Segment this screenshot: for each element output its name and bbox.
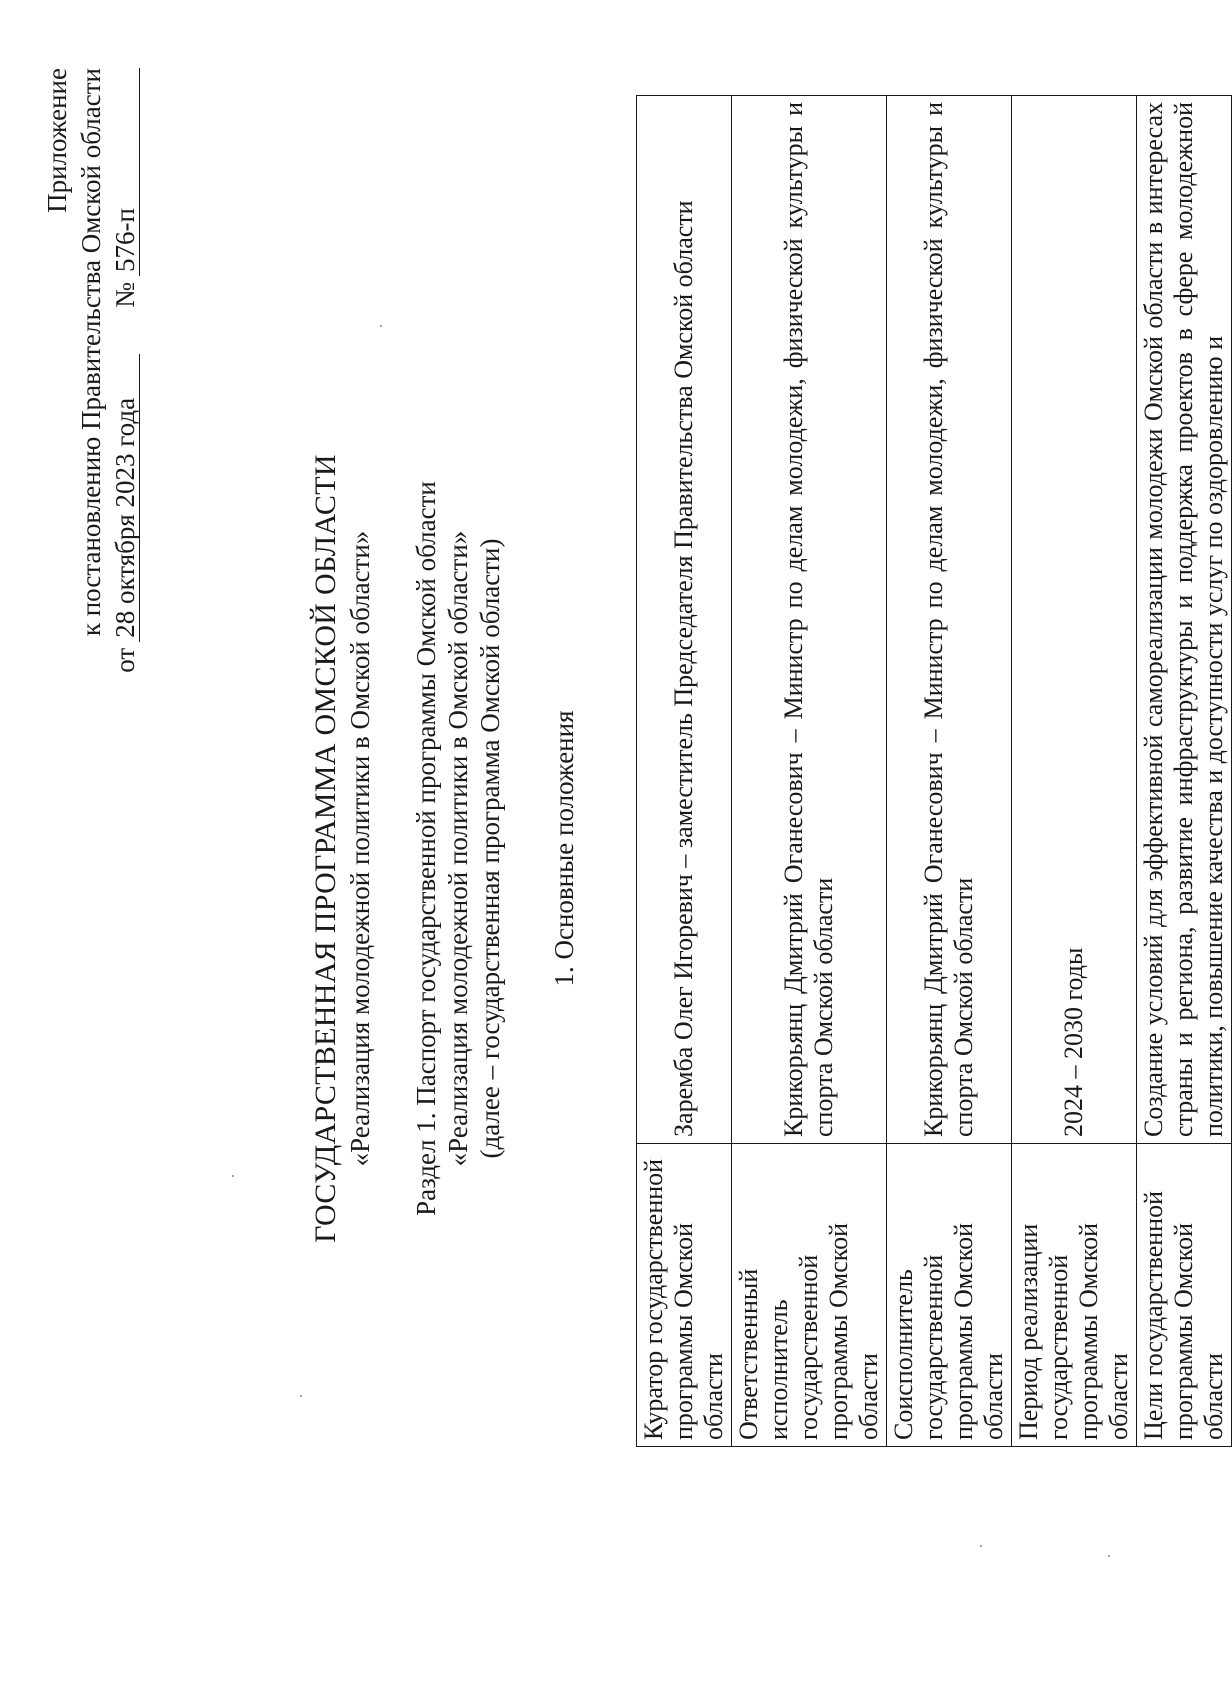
appendix-title: Приложение — [42, 68, 72, 213]
number-prefix: № — [110, 282, 140, 308]
program-title-block — [308, 0, 377, 1697]
table-row — [732, 96, 887, 1447]
scan-speck — [1108, 1555, 1110, 1557]
scan-speck — [380, 325, 382, 327]
subsection-number: 1. — [549, 966, 579, 987]
row-value: Крикорьянц Дмитрий Оганесович – Министр по делам молодежи, физической культуры и спорта Омской области — [887, 96, 1012, 1144]
row-label: Ответственный исполнитель государственной программы Омской области — [732, 1144, 887, 1447]
row-value: Создание условий для эффективной самореализации молодежи Омской области в интересах страны и региона, развитие инфраструктуры и поддержка проектов в сфере молодежной политики, повышение качества и доступности услуг по оздоровлению и — [1137, 96, 1232, 1144]
row-label: Цели государственной программы Омской области — [1137, 1144, 1232, 1447]
subsection-title: Основные положения — [549, 710, 579, 960]
program-subtitle: «Реализация молодежной политики в Омской области» — [345, 530, 375, 1167]
table-row — [1137, 96, 1232, 1447]
resolution-date: 28 октября 2023 года — [111, 354, 140, 642]
subsection-heading — [548, 0, 580, 1697]
table-row — [1012, 96, 1137, 1447]
row-label: Куратор государственной программы Омской области — [637, 1144, 732, 1447]
section-heading — [410, 0, 506, 1697]
appendix-resolution-line: к постановлению Правительства Омской области — [76, 68, 106, 637]
appendix-block — [40, 68, 142, 728]
section-line-2: «Реализация молодежной политики в Омской области» — [443, 530, 473, 1167]
row-label: Период реализации государственной программы Омской области — [1012, 1144, 1137, 1447]
section-line-1: Раздел 1. Паспорт государственной программы Омской области — [411, 481, 441, 1216]
scan-speck — [232, 1175, 234, 1177]
passport-table — [636, 95, 1232, 1447]
row-value: Заремба Олег Игоревич – заместитель Председателя Правительства Омской области — [637, 96, 732, 1144]
scan-speck — [980, 1545, 982, 1547]
row-label: Соисполнитель государственной программы Омской области — [887, 1144, 1012, 1447]
section-line-3: (далее – государственная программа Омской области) — [475, 538, 505, 1159]
table-row — [887, 96, 1012, 1447]
row-value: Крикорьянц Дмитрий Оганесович – Министр по делам молодежи, физической культуры и спорта Омской области — [732, 96, 887, 1144]
program-title: ГОСУДАРСТВЕННАЯ ПРОГРАММА ОМСКОЙ ОБЛАСТИ — [309, 454, 342, 1243]
row-value: 2024 – 2030 годы — [1012, 96, 1137, 1144]
appendix-date-line — [108, 68, 142, 728]
table-row — [637, 96, 732, 1447]
from-prefix: от — [110, 647, 140, 673]
resolution-number: 576-п — [111, 68, 140, 276]
scan-speck — [300, 1395, 302, 1397]
